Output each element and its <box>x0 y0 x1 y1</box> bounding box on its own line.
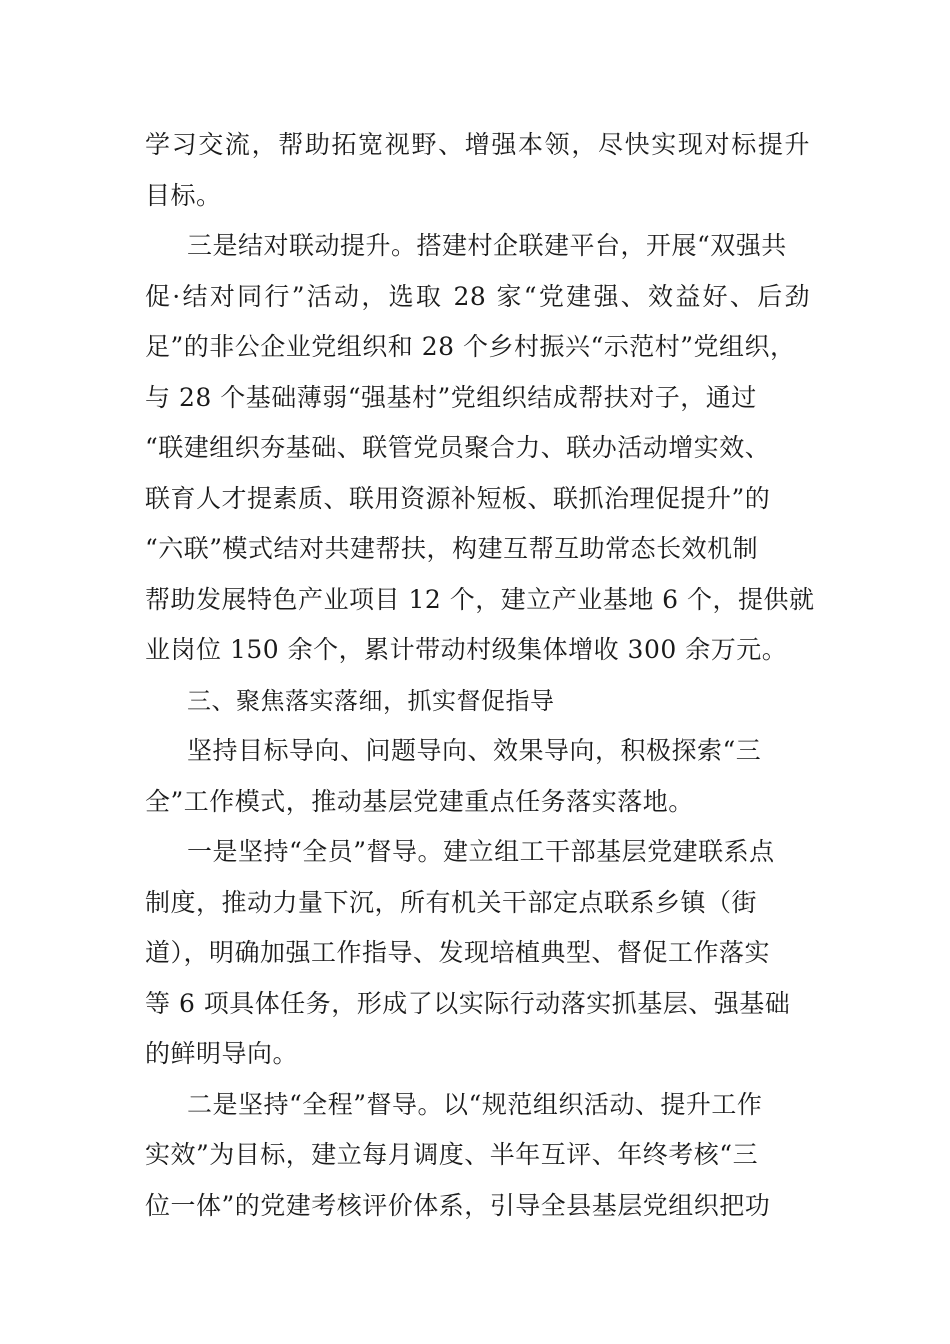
paragraph-3 <box>145 726 810 827</box>
heading-text: 三、聚焦落实落细，抓实督促指导 <box>187 686 555 715</box>
text-line: “六联”模式结对共建帮扶，构建互帮互助常态长效机制 <box>145 534 759 563</box>
text-line: 道），明确加强工作指导、发现培植典型、督促工作落实 <box>145 938 771 967</box>
text-line: “联建组织夯基础、联管党员聚合力、联办活动增实效、 <box>145 433 771 462</box>
text-line: 与 28 个基础薄弱“强基村”党组织结成帮扶对子，通过 <box>145 382 757 412</box>
text-line: 促·结对同行”活动，选取 28 家“党建强、效益好、后劲 <box>145 281 810 311</box>
text-line: 的鲜明导向。 <box>145 1039 299 1068</box>
text-line: 足”的非公企业党组织和 28 个乡村振兴“示范村”党组织， <box>145 332 796 361</box>
text-line: 实效”为目标，建立每月调度、半年互评、年终考核“三 <box>145 1140 759 1169</box>
text-line: 目标。 <box>145 180 222 210</box>
text-line: 学习交流，帮助拓宽视野、增强本领，尽快实现对标提升 <box>145 130 810 159</box>
text-line: 等 6 项具体任务，形成了以实际行动落实抓基层、强基础 <box>145 988 791 1018</box>
text-line: 帮助发展特色产业项目 12 个，建立产业基地 6 个，提供就 <box>145 584 815 614</box>
paragraph-2 <box>145 221 815 676</box>
text-line: 全”工作模式，推动基层党建重点任务落实落地。 <box>145 786 694 816</box>
text-line: 位一体”的党建考核评价体系，引导全县基层党组织把功 <box>145 1190 771 1220</box>
paragraph-4 <box>145 827 810 1080</box>
paragraph-1 <box>145 120 810 221</box>
text-line: 二是坚持“全程”督导。以“规范组织活动、提升工作 <box>187 1089 763 1119</box>
text-line: 业岗位 150 余个，累计带动村级集体增收 300 余万元。 <box>145 635 788 664</box>
paragraph-5 <box>145 1080 810 1232</box>
text-line: 坚持目标导向、问题导向、效果导向，积极探索“三 <box>187 736 762 765</box>
section-heading <box>145 676 810 727</box>
document-body <box>145 120 815 1231</box>
text-line: 联育人才提素质、联用资源补短板、联抓治理促提升”的 <box>145 483 771 513</box>
text-line: 制度，推动力量下沉，所有机关干部定点联系乡镇（街 <box>145 887 758 917</box>
text-line: 三是结对联动提升。搭建村企联建平台，开展“双强共 <box>187 231 787 260</box>
text-line: 一是坚持“全员”督导。建立组工干部基层党建联系点 <box>187 837 775 866</box>
